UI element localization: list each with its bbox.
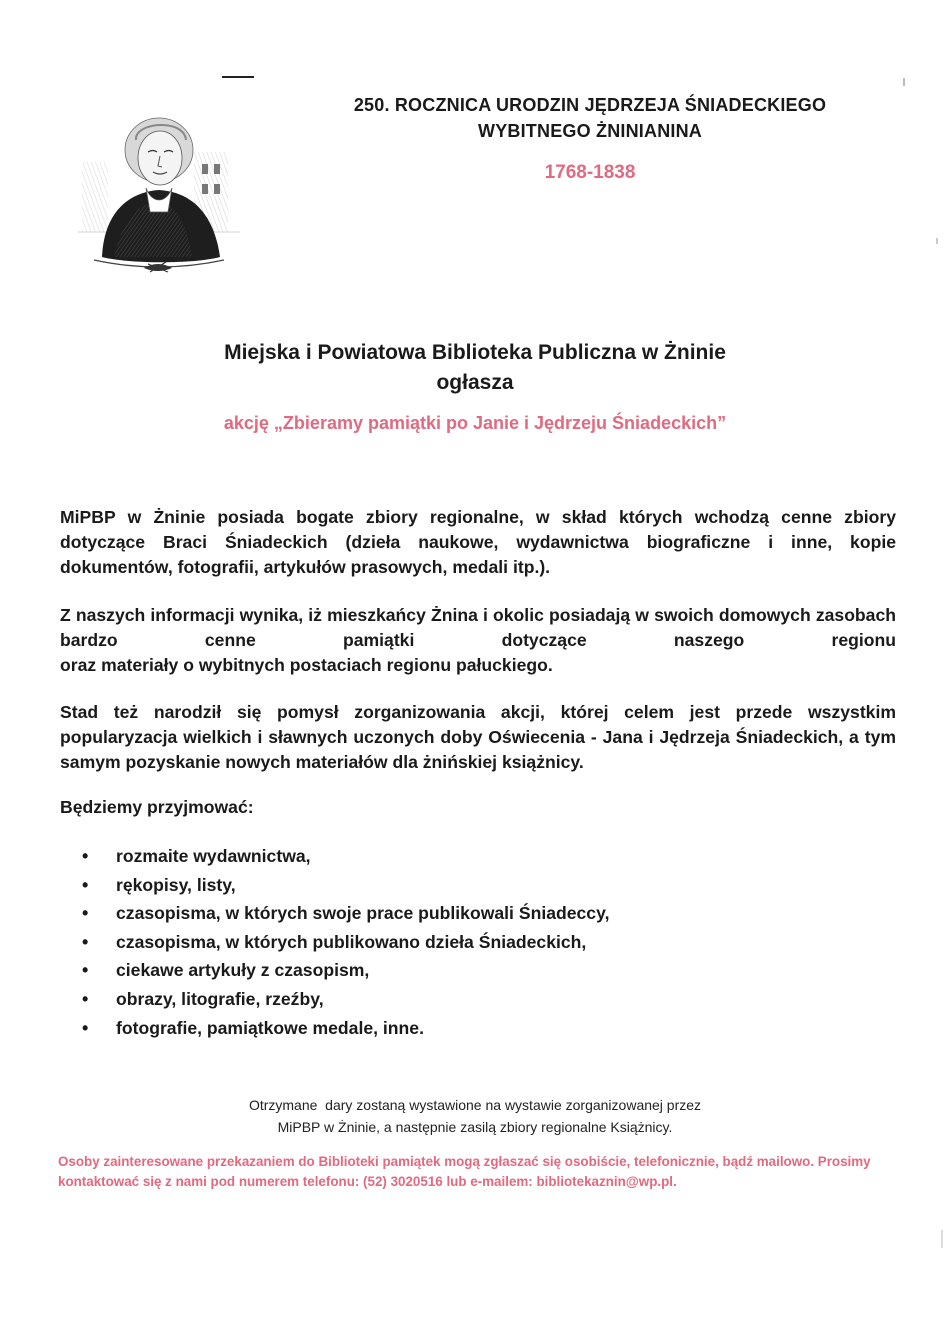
paragraph-residents — [60, 603, 896, 678]
bullet-icon: • — [82, 874, 89, 895]
list-item-text: obrazy, litografie, rzeźby, — [116, 988, 324, 1009]
list-item — [82, 842, 609, 871]
list-item-text: rękopisy, listy, — [116, 874, 236, 895]
anniversary-title-block — [300, 92, 880, 184]
announces-word: ogłasza — [436, 371, 514, 394]
library-name: Miejska i Powiatowa Biblioteka Publiczna w Żninie — [224, 341, 726, 364]
bullet-icon: • — [82, 960, 89, 981]
list-item — [82, 899, 609, 928]
scan-artifact-mark — [903, 78, 905, 86]
donation-note — [120, 1094, 830, 1138]
announcement-block — [120, 338, 830, 434]
paragraph-collections: MiPBP w Żninie posiada bogate zbiory regionalne, w skład których wchodzą cenne zbiory dotyczące Braci Śniadeckich (dzieła naukowe, wydawnictwa biograficzne i inne, kopie dokumentów, fotografii, artykułów prasowych, medali itp.). — [60, 507, 896, 577]
paragraph-residents-part-1: Z naszych informacji wynika, iż mieszkańcy Żnina i okolic posiadają w swoich domowych zasobach bardzo cenne pamiątki dotyczące naszego regionu — [60, 605, 896, 650]
bullet-icon: • — [82, 988, 89, 1009]
life-years: 1768-1838 — [544, 162, 636, 183]
list-item — [82, 956, 609, 985]
donation-note-line-1: Otrzymane dary zostaną wystawione na wystawie zorganizowanej przez — [248, 1097, 702, 1113]
bullet-icon: • — [82, 931, 89, 952]
scan-artifact-mark — [936, 238, 938, 244]
bullet-icon: • — [82, 846, 89, 866]
list-item-text: czasopisma, w których publikowano dzieła Śniadeckich, — [116, 931, 587, 952]
contact-info: Osoby zainteresowane przekazaniem do Biblioteki pamiątek mogą zgłaszać się osobiście, telefonicznie, bądź mailowo. Prosimy kontaktować się z nami pod numerem telefonu: (52) 3020516 lub e-mailem: bibliotekaznin@wp.pl. — [58, 1154, 871, 1189]
accepted-items-heading: Będziemy przyjmować: — [60, 797, 254, 817]
list-item — [82, 985, 609, 1014]
list-item — [82, 871, 609, 900]
scan-artifact-mark — [941, 1230, 943, 1248]
list-item-text: ciekawe artykuły z czasopism, — [116, 960, 370, 981]
paragraph-idea: Stad też narodził się pomysł zorganizowania akcji, której celem jest przede wszystkim popularyzacja wielkich i sławnych uczonych doby Oświecenia - Jana i Jędrzeja Śniadeckich, a tym samym pozyskanie nowych materiałów dla żnińskiej książnicy. — [60, 702, 896, 772]
list-item-text: rozmaite wydawnictwa, — [116, 846, 311, 866]
anniversary-title-line-1: 250. ROCZNICA URODZIN JĘDRZEJA ŚNIADECKIEGO — [353, 95, 827, 115]
list-item — [82, 928, 609, 957]
campaign-name: akcję „Zbieramy pamiątki po Janie i Jędrzeju Śniadeckich” — [223, 413, 727, 433]
accepted-items-list — [82, 842, 609, 1042]
bullet-icon: • — [82, 903, 89, 924]
list-item-text: fotografie, pamiątkowe medale, inne. — [116, 1017, 424, 1038]
list-item — [82, 1014, 609, 1043]
scan-artifact-line — [222, 76, 254, 78]
paragraph-residents-part-2: oraz materiały o wybitnych postaciach regionu pałuckiego. — [60, 655, 553, 675]
donation-note-line-2: MiPBP w Żninie, a następnie zasilą zbiory regionalne Książnicy. — [277, 1119, 673, 1135]
bullet-icon: • — [82, 1017, 89, 1038]
list-item-text: czasopisma, w których swoje prace publikowali Śniadeccy, — [116, 903, 610, 924]
portrait-engraving — [74, 92, 244, 277]
anniversary-title-line-2: WYBITNEGO ŻNINIANINA — [478, 121, 702, 141]
